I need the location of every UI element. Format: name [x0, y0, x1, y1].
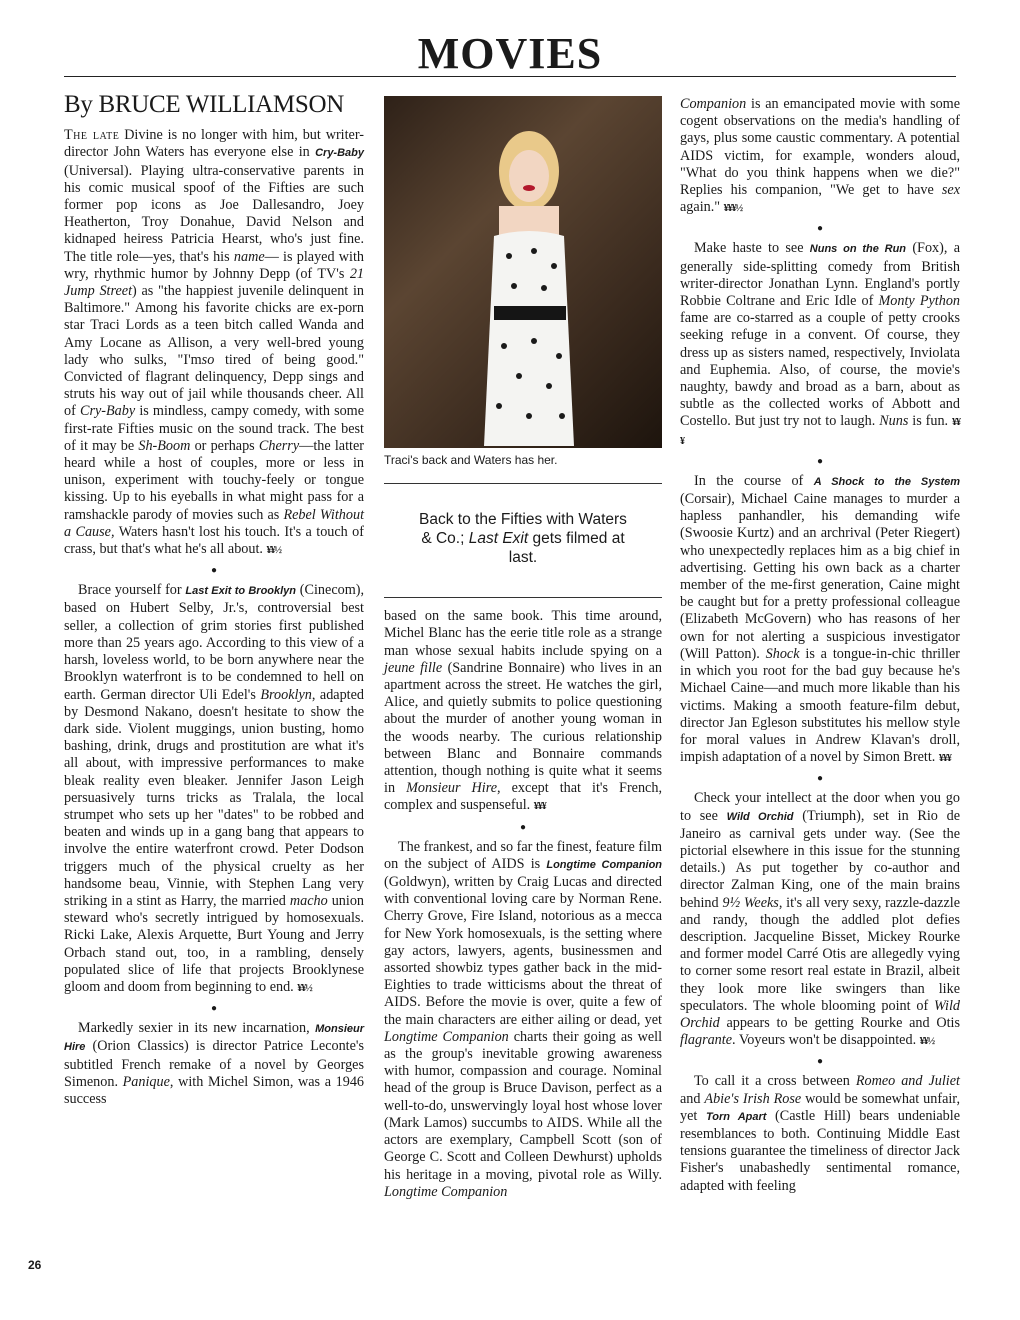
- film-title: Torn Apart: [705, 1110, 767, 1123]
- review-last-exit: Brace yourself for Last Exit to Brooklyn (Cinecom), based on Hubert Selby, Jr.'s, controversial best seller, a collection of grim stories first published more than 25 years ago. According to this view of a harsh, loveless world, to be born anywhere near the Brooklyn waterfront is to be condemned to hell on earth. German director Uli Edel's Brooklyn, adapted by Desmond Nakano, doesn't hesitate to show the dark side. Violent muggings, union busting, homo bashing, drink, drugs and prostitution are what it's all about, with impressive performances to make bleak reality even bleaker. Jennifer Jason Leigh persuasively turns tricks as Tralala, the local strumpet who sets up her "dates" to be robbed and beaten and winds up in a gang bang that appears to involve the entire waterfront crowd. Peter Dodson triggers much of the physical cruelty as her handsome beau, Vinnie, with Stephen Lang very striking in a stint as Harry, the married macho union steward who's secretly intrigued by homosexuals. Ricki Lake, Alexis Arquette, Burt Young and Jerry Orbach stand out, too, in a rambling, densely populated slice of life that projects Brooklynese gloom and doom from beginning to end. ¥¥½: [64, 582, 365, 995]
- page-number: 26: [28, 1258, 42, 1272]
- column-2: [384, 96, 662, 1201]
- review-monsieur-hire: Markedly sexier in its new incarnation, Monsieur Hire (Orion Classics) is director Patrice Leconte's subtitled French remake of a novel by Georges Simenon. Panique, with Michel Simon, was a 1946 success: [64, 1020, 365, 1107]
- rating-icon: ¥¥½: [266, 545, 282, 557]
- film-title: Wild Orchid: [726, 810, 794, 823]
- review-nuns-on-the-run: Make haste to see Nuns on the Run (Fox), a generally side-splitting comedy from British writer-director Jonathan Lynn. England's portly Robbie Coltrane and Eric Idle of Monty Python fame are co-starred as a couple of petty crooks seeking refuge in a convent. Of course, they dress up as sisters named, respectively, Inviolata and Euphemia. Also, of course, the movie's naughty, bawdy and broad as a barn, about as subtle as the collected works of Abbott and Costello. But just try not to laugh. Nuns is fun. ¥¥¥: [680, 240, 961, 447]
- column-1: [64, 91, 365, 1108]
- rating-icon: ¥¥¥: [680, 417, 960, 447]
- divider-dot: ●: [816, 1056, 824, 1068]
- rating-icon: ¥¥½: [297, 982, 312, 994]
- film-title: Monsieur Hire: [64, 1023, 364, 1054]
- divider-dot: ●: [210, 565, 218, 577]
- divider-dot: ●: [816, 223, 824, 235]
- lead-in: The late: [64, 127, 120, 144]
- rating-icon: ¥¥¥: [533, 801, 546, 813]
- review-shock-to-the-system: In the course of A Shock to the System (Corsair), Michael Caine manages to murder a hapless panhandler, his demanding wife (Swoosie Kurtz) and an archrival (Peter Riegert) who unexpectedly replaces him as a big chief in advertising. Getting his own back as a charter member of the me-first generation, Caine might be caught but for a pretty professional colleague (Elizabeth McGovern) who has reasons of her own for not alerting a suspicious investigator (Will Patton). Shock is a tongue-in-chic thriller in which you root for the bad guy because he's Michael Caine—and much more likable than his victims. Making a smooth feature-film debut, director Jan Egleson substitutes his mellow style for moral values in Andrew Klavan's droll, impish adaptation of a novel by Simon Brett. ¥¥¥: [680, 472, 961, 766]
- film-title: A Shock to the System: [813, 475, 961, 488]
- film-title: Longtime Companion: [546, 858, 663, 871]
- film-title: Last Exit to Brooklyn: [185, 585, 297, 598]
- woman-figure-illustration: [454, 116, 604, 446]
- review-cry-baby: The late Divine is no longer with him, but writer-director John Waters has everyone else in Cry-Baby (Universal). Playing ultra-conservative parents in his comic musical spoof of the Fifties are such former pop icons as Joe Dallesandro, Joey Heatherton, Troy Donahue, David Nelson and kidnaped heiress Patricia Hearst, who's just fine. The title role—yes, that's his name— is played with wry, rhythmic humor by Johnny Depp (of TV's 21 Jump Street) as "the happiest juvenile delinquent in Baltimore." Among his favorite chicks are ex-porn star Traci Lords as a teen bitch called Wanda and Amy Locane as Allison, a very well-bred young lady who sulks, "I'mso tired of being good." Convicted of flagrant delinquency, Depp sings and struts his way out of jail while thousands cheer. All of Cry-Baby is mindless, campy comedy, with some first-rate Fifties music on the sound track. The best of it may be Sh-Boom or perhaps Cherry—the latter heard while a host of couples, more or less in unison, experiment with touchy-feely or tongue kissing. Up to his eyeballs in what might pass for a ramshackle parody of movies such as Rebel Without a Cause, Waters hasn't lost his touch. It's a touch of crass, but that's what he's all about. ¥¥½: [64, 127, 365, 558]
- divider-dot: ●: [210, 1003, 218, 1015]
- section-title: MOVIES: [417, 29, 603, 78]
- review-longtime-companion: The frankest, and so far the finest, feature film on the subject of AIDS is Longtime Companion (Goldwyn), written by Craig Lucas and directed with conventional loving care by Norman Rene. Cherry Grove, Fire Island, notorious as a mecca for New York homosexuals, is the setting where gay actors, lawyers, agents, businessmen and assorted showbiz types gather back in the mid-Eighties to trade witticisms about the threat of AIDS. Before the movie is over, quite a few of the main characters are either ailing or dead, yet Longtime Companion charts their going as well as the group's inevitable growing awareness with humor, compassion and courage. Nominal head of the group is Bruce Davison, perfect as a well-to-do, unswervingly loyal host whose lover (Mark Lamos) succumbs to AIDS. While all the actors are exemplary, Campbell Scott (son of George C. Scott and Colleen Dewhurst) upholds his heritage in a moving, pivotal role as Willy. Longtime Companion: [384, 838, 663, 1200]
- film-title: Cry-Baby: [315, 147, 364, 160]
- byline: By BRUCE WILLIAMSON: [64, 91, 344, 118]
- review-monsieur-hire-cont: based on the same book. This time around, Michel Blanc has the eerie title role as a strange man whose sexual habits include spying on a jeune fille (Sandrine Bonnaire) who lives in an apartment across the street. He watches the girl, Alice, and quietly submits to police questioning about the murder of another young woman in the woods nearby. The curious relationship between Blanc and Bonnaire commands attention, though nothing is quite what it seems in Monsieur Hire, except that it's French, complex and suspenseful. ¥¥¥: [384, 608, 663, 814]
- rating-icon: ¥¥¥: [938, 753, 951, 765]
- header-rule: [64, 76, 956, 77]
- film-title: Nuns on the Run: [809, 243, 907, 256]
- review-longtime-companion-cont: Companion is an emancipated movie with some cogent observations on the media's handling of gays, plus some caustic commentary. A potential AIDS victim, for example, wonders aloud, "What do you think happens when we die?" Replies his companion, "We get to have sex again." ¥¥¥½: [680, 96, 961, 216]
- column-3: [680, 96, 960, 1195]
- divider-dot: ●: [816, 455, 824, 467]
- divider-dot: ●: [816, 773, 824, 785]
- rating-icon: ¥¥½: [919, 1036, 935, 1048]
- photo-caption: Traci's back and Waters has her.: [384, 453, 558, 467]
- rating-icon: ¥¥¥½: [723, 203, 743, 215]
- pullquote: Back to the Fifties with Waters & Co.; Last Exit gets filmed at last.: [419, 511, 627, 567]
- film-still-photo: [384, 96, 662, 448]
- review-wild-orchid: Check your intellect at the door when you go to see Wild Orchid (Triumph), set in Rio de Janeiro as carnival gets under way. (See the pictorial elsewhere in this issue for the stunning details.) As put together by co-author and director Zalman King, one of the main brains behind 9½ Weeks, it's all very sexy, razzle-dazzle and randy, though the addled plot defies description. Jacqueline Bisset, Mickey Rourke and former model Carré Otis are allegedly vying to corner some resort real estate in Brazil, albeit they look more like swingers than like speculators. The whole blooming point of Wild Orchid appears to be getting Rourke and Otis flagrante. Voyeurs won't be disappointed. ¥¥½: [680, 790, 961, 1049]
- review-torn-apart: To call it a cross between Romeo and Juliet and Abie's Irish Rose would be somewhat unfair, yet Torn Apart (Castle Hill) bears undeniable resemblances to both. Continuing Middle East tensions guarantee the timeliness of director Jack Fisher's unabashedly sentimental romance, adapted with feeling: [680, 1073, 961, 1194]
- divider-dot: ●: [519, 821, 527, 833]
